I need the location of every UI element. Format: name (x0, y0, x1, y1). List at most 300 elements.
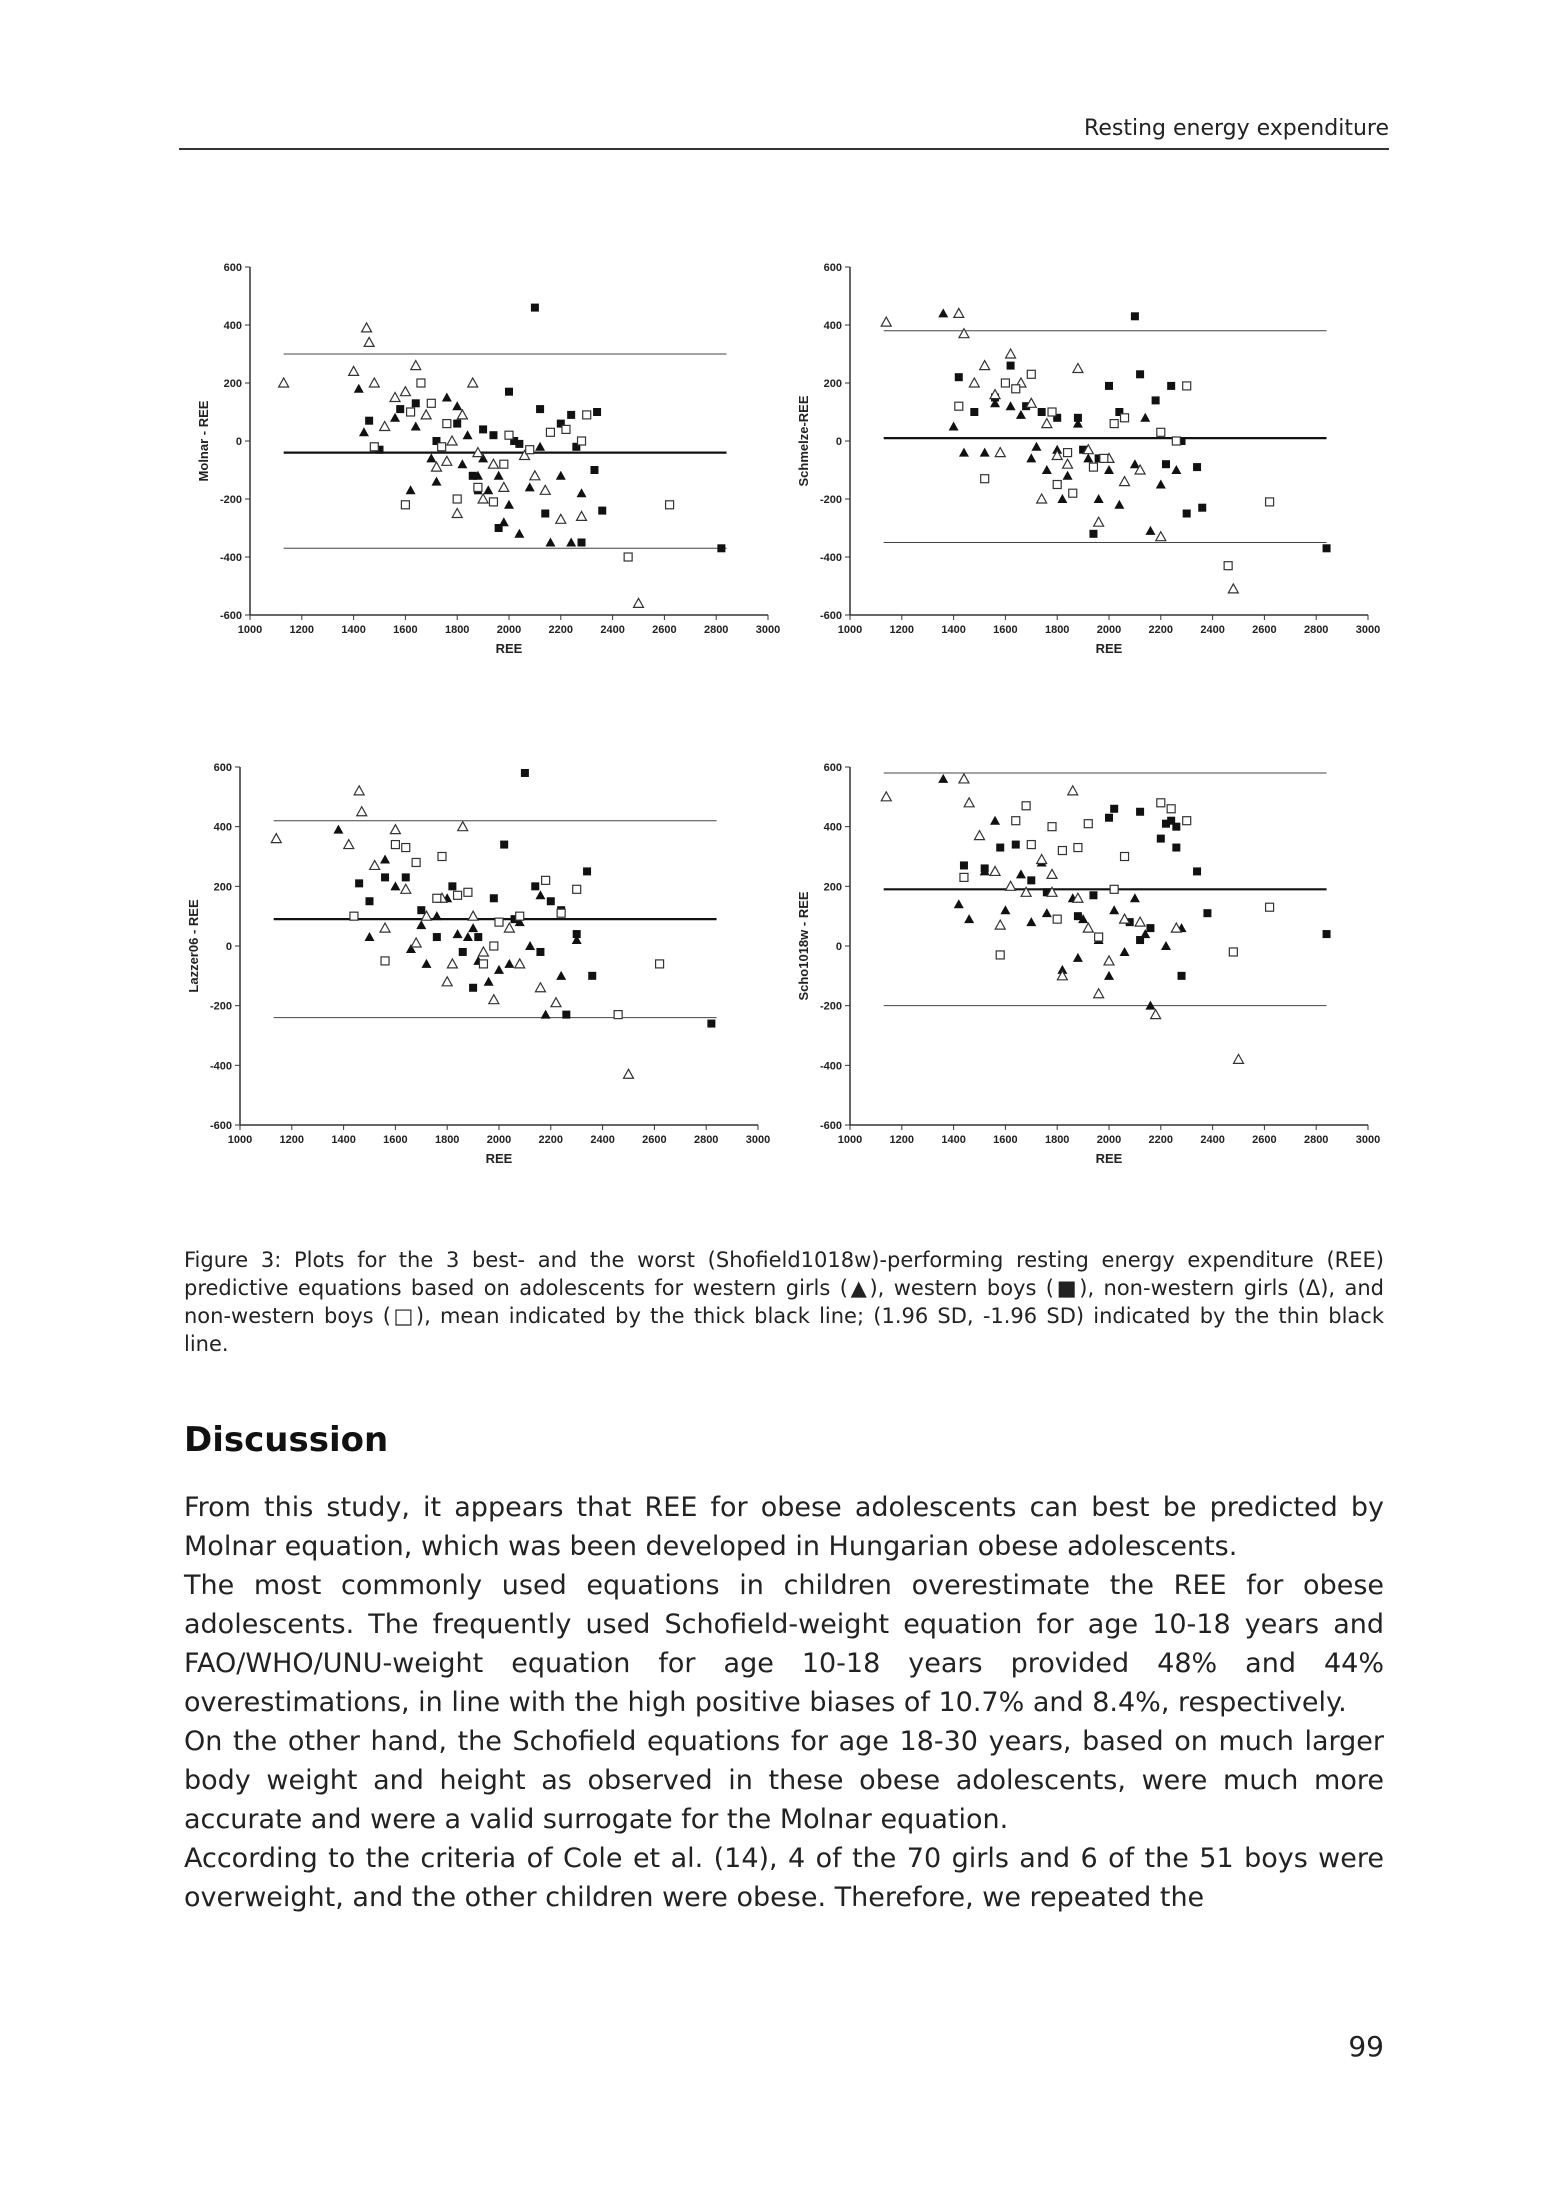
western-boys-point (1162, 460, 1170, 468)
x-tick-label: 2000 (496, 624, 522, 636)
western-boys-point (598, 507, 606, 515)
non-western-girls-point (959, 774, 969, 783)
western-boys-point (1157, 835, 1165, 843)
non-western-girls-point (1156, 532, 1166, 541)
western-girls-point (938, 308, 948, 317)
western-girls-point (1104, 465, 1114, 474)
western-boys-point (1089, 891, 1097, 899)
non-western-boys-point (401, 501, 409, 509)
non-western-girls-point (881, 317, 891, 326)
western-boys-point (1105, 382, 1113, 390)
western-boys-point (479, 425, 487, 433)
western-boys-point (490, 894, 498, 902)
western-boys-point (402, 873, 410, 881)
non-western-boys-point (438, 853, 446, 861)
non-western-boys-point (546, 428, 554, 436)
non-western-boys-point (1157, 428, 1165, 436)
western-girls-point (442, 393, 452, 402)
non-western-girls-point (442, 977, 452, 986)
non-western-girls-point (1047, 869, 1057, 878)
y-tick-label: 200 (823, 881, 842, 894)
non-western-girls-point (504, 923, 514, 932)
x-tick-label: 2800 (703, 624, 729, 636)
non-western-girls-point (344, 840, 354, 849)
non-western-boys-point (391, 841, 399, 849)
western-girls-point (333, 825, 343, 834)
western-boys-point (459, 948, 467, 956)
non-western-girls-point (370, 860, 380, 869)
y-tick-label: 200 (823, 378, 842, 390)
plot-lazzer06-svg (180, 755, 780, 1185)
x-tick-label: 1600 (993, 624, 1018, 636)
western-girls-point (541, 1010, 551, 1019)
plot-lazzer06 (180, 755, 780, 1185)
western-girls-point (949, 422, 959, 431)
western-boys-point (396, 405, 404, 413)
x-tick-label: 2200 (1148, 624, 1174, 636)
x-tick-label: 2800 (693, 1134, 719, 1146)
western-boys-point (1193, 463, 1201, 471)
western-girls-point (468, 923, 478, 932)
non-western-boys-point (1048, 823, 1056, 831)
y-tick-label: -400 (219, 552, 242, 564)
western-girls-point (1104, 971, 1114, 980)
western-boys-point (707, 1020, 715, 1028)
x-tick-label: 2000 (1096, 624, 1122, 636)
non-western-boys-point (1048, 408, 1056, 416)
western-boys-point (1136, 370, 1144, 378)
western-boys-point (1172, 844, 1180, 852)
western-girls-point (416, 920, 426, 929)
western-girls-point (1026, 917, 1036, 926)
non-western-boys-point (1121, 853, 1129, 861)
western-boys-point (1038, 408, 1046, 416)
non-western-girls-point (1234, 1054, 1244, 1063)
western-girls-point (432, 911, 442, 920)
non-western-girls-point (1006, 881, 1016, 890)
western-boys-point (590, 466, 598, 474)
western-boys-point (474, 933, 482, 941)
non-western-boys-point (443, 420, 451, 428)
western-boys-point (469, 472, 477, 480)
paragraph: The most commonly used equations in children overestimate the REE for obese adolescents. The frequently used Schofield-weight equation for age 10-18 years and FAO/WHO/UNU-weight equation for age 10-18 years provided 48% and 44% overestimations, in line with the high positive biases of 10.7% and 8.4%, respectively. (184, 1570, 1384, 1718)
y-tick-label: 0 (835, 941, 842, 953)
western-boys-point (531, 882, 539, 890)
non-western-girls-point (458, 822, 468, 831)
western-boys-point (1007, 362, 1015, 370)
western-boys-point (381, 873, 389, 881)
y-tick-label: 0 (235, 436, 242, 448)
western-girls-point (1145, 526, 1155, 535)
plot-scho1018w (790, 755, 1390, 1185)
y-tick-label: -200 (209, 1000, 232, 1013)
y-tick-label: 600 (823, 262, 842, 274)
non-western-girls-point (1042, 419, 1052, 428)
western-girls-point (566, 538, 576, 547)
western-girls-point (1130, 893, 1140, 902)
western-boys-point (1136, 808, 1144, 816)
non-western-boys-point (583, 411, 591, 419)
non-western-boys-point (578, 437, 586, 445)
western-boys-point (960, 861, 968, 869)
non-western-girls-point (535, 983, 545, 992)
non-western-boys-point (489, 498, 497, 506)
paragraph: According to the criteria of Cole et al. (14), 4 of the 70 girls and 6 of the 51 boys were overweight, and the other children were obese. Therefore, we repeated the (184, 1843, 1384, 1913)
western-boys-point (412, 399, 420, 407)
non-western-boys-point (1027, 370, 1035, 378)
non-western-boys-point (464, 888, 472, 896)
non-western-girls-point (279, 378, 289, 387)
plot-schmelze-svg (790, 255, 1390, 675)
x-tick-label: 2600 (1252, 624, 1277, 636)
x-tick-label: 1600 (393, 624, 418, 636)
non-western-girls-point (271, 834, 281, 843)
non-western-girls-point (1228, 584, 1238, 593)
non-western-boys-point (1157, 799, 1165, 807)
non-western-boys-point (500, 460, 508, 468)
western-boys-point (495, 524, 503, 532)
non-western-boys-point (1089, 463, 1097, 471)
western-boys-point (1089, 530, 1097, 538)
figure-caption (184, 1246, 1384, 1358)
non-western-girls-point (411, 938, 421, 947)
western-girls-point (494, 471, 504, 480)
non-western-boys-point (960, 873, 968, 881)
non-western-boys-point (1069, 489, 1077, 497)
x-tick-label: 1400 (341, 624, 366, 636)
x-tick-label: 2400 (600, 624, 625, 636)
non-western-girls-point (1073, 364, 1083, 373)
western-boys-point (453, 420, 461, 428)
non-western-boys-point (474, 483, 482, 491)
non-western-boys-point (526, 446, 534, 454)
non-western-boys-point (624, 553, 632, 561)
non-western-boys-point (1053, 915, 1061, 923)
non-western-girls-point (954, 308, 964, 317)
western-boys-point (562, 1011, 570, 1019)
western-boys-point (573, 930, 581, 938)
western-girls-point (1063, 471, 1073, 480)
western-girls-point (1042, 465, 1052, 474)
non-western-girls-point (959, 329, 969, 338)
western-girls-point (1016, 869, 1026, 878)
non-western-girls-point (478, 494, 488, 503)
x-axis-title: REE (1095, 1151, 1123, 1166)
western-girls-point (504, 500, 514, 509)
y-tick-label: -600 (209, 1120, 232, 1132)
non-western-girls-point (1104, 956, 1114, 965)
x-tick-label: 2000 (1096, 1134, 1122, 1146)
x-tick-label: 1200 (279, 1134, 305, 1146)
non-western-girls-point (380, 422, 390, 431)
non-western-girls-point (881, 792, 891, 801)
y-axis-title: Scho1018w - REE (796, 891, 811, 1001)
western-boys-point (1167, 382, 1175, 390)
non-western-girls-point (447, 959, 457, 968)
non-western-boys-point (557, 909, 565, 917)
western-girls-point (1109, 905, 1119, 914)
x-tick-label: 3000 (745, 1134, 771, 1146)
non-western-boys-point (1183, 382, 1191, 390)
x-axis-title: REE (485, 1151, 513, 1166)
non-western-boys-point (1084, 820, 1092, 828)
western-girls-point (556, 971, 566, 980)
x-tick-label: 1400 (941, 1134, 966, 1146)
non-western-girls-point (499, 482, 509, 491)
western-girls-point (1120, 947, 1130, 956)
non-western-boys-point (1012, 817, 1020, 825)
western-girls-point (938, 774, 948, 783)
western-boys-point (970, 408, 978, 416)
western-boys-point (1012, 841, 1020, 849)
western-girls-point (1073, 953, 1083, 962)
western-boys-point (469, 984, 477, 992)
western-boys-point (593, 408, 601, 416)
western-girls-point (483, 485, 493, 494)
y-tick-label: 600 (213, 762, 232, 774)
plot-molnar-svg (190, 255, 790, 675)
western-boys-point (489, 431, 497, 439)
non-western-girls-point (1068, 786, 1078, 795)
non-western-girls-point (634, 598, 644, 607)
paragraph: From this study, it appears that REE for obese adolescents can best be predicted by Molnar equation, which was been developed in Hungarian obese adolescents. (184, 1492, 1384, 1562)
non-western-boys-point (1001, 379, 1009, 387)
western-girls-point (484, 977, 494, 986)
non-western-boys-point (1022, 802, 1030, 810)
non-western-girls-point (1063, 459, 1073, 468)
x-tick-label: 2400 (1200, 624, 1225, 636)
western-boys-point (541, 510, 549, 518)
non-western-girls-point (390, 393, 400, 402)
x-tick-label: 3000 (755, 624, 781, 636)
x-tick-label: 2600 (652, 624, 677, 636)
non-western-girls-point (478, 947, 488, 956)
western-girls-point (504, 959, 514, 968)
x-tick-label: 2200 (1148, 1134, 1174, 1146)
non-western-girls-point (488, 459, 498, 468)
non-western-girls-point (364, 337, 374, 346)
western-girls-point (545, 538, 555, 547)
non-western-girls-point (1151, 1010, 1161, 1019)
non-western-girls-point (515, 959, 525, 968)
non-western-girls-point (624, 1069, 634, 1078)
non-western-boys-point (490, 942, 498, 950)
non-western-girls-point (489, 995, 499, 1004)
western-boys-point (1172, 823, 1180, 831)
x-tick-label: 1000 (837, 1134, 863, 1146)
non-western-girls-point (401, 884, 411, 893)
x-tick-label: 2800 (1303, 624, 1329, 636)
western-girls-point (1026, 453, 1036, 462)
x-axis-title: REE (495, 641, 523, 656)
western-girls-point (1161, 941, 1171, 950)
running-title: Resting energy expenditure (1084, 116, 1389, 141)
non-western-boys-point (955, 402, 963, 410)
western-girls-point (431, 477, 441, 486)
western-boys-point (1105, 814, 1113, 822)
x-tick-label: 1000 (237, 624, 263, 636)
non-western-boys-point (417, 379, 425, 387)
y-tick-label: 0 (225, 941, 232, 953)
x-tick-label: 1600 (993, 1134, 1018, 1146)
non-western-boys-point (381, 957, 389, 965)
western-boys-point (1203, 909, 1211, 917)
non-western-boys-point (1064, 449, 1072, 457)
non-western-boys-point (562, 425, 570, 433)
non-western-boys-point (1167, 805, 1175, 813)
x-tick-label: 2600 (1252, 1134, 1277, 1146)
western-girls-point (1171, 465, 1181, 474)
non-western-girls-point (1135, 917, 1145, 926)
non-western-boys-point (1100, 454, 1108, 462)
western-boys-point (547, 897, 555, 905)
non-western-boys-point (656, 960, 664, 968)
y-tick-label: 400 (823, 821, 842, 834)
western-boys-point (567, 411, 575, 419)
x-tick-label: 1000 (227, 1134, 253, 1146)
non-western-boys-point (433, 894, 441, 902)
figure-caption-text: Figure 3: Plots for the 3 best- and the worst (Shofield1018w)-performing resting energy expenditure (REE) predictive equations based on adolescents for western girls (▲), western boys (■), non-western girls (Δ), and non-western boys (□), mean indicated by the thick black line; (1.96 SD, -1.96 SD) indicated by the thin black line. (184, 1248, 1384, 1356)
western-girls-point (535, 890, 545, 899)
non-western-boys-point (350, 912, 358, 920)
western-boys-point (588, 972, 596, 980)
non-western-boys-point (454, 891, 462, 899)
western-girls-point (1000, 905, 1010, 914)
non-western-girls-point (995, 920, 1005, 929)
non-western-boys-point (412, 858, 420, 866)
non-western-boys-point (1027, 841, 1035, 849)
non-western-girls-point (354, 786, 364, 795)
western-boys-point (500, 841, 508, 849)
western-boys-point (1198, 504, 1206, 512)
non-western-boys-point (996, 951, 1004, 959)
x-tick-label: 1800 (1044, 624, 1070, 636)
non-western-girls-point (421, 410, 431, 419)
western-boys-point (1074, 414, 1082, 422)
x-tick-label: 1200 (289, 624, 315, 636)
western-boys-point (1110, 805, 1118, 813)
non-western-girls-point (442, 456, 452, 465)
western-boys-point (417, 906, 425, 914)
non-western-boys-point (1266, 498, 1274, 506)
x-tick-label: 1600 (383, 1134, 408, 1146)
non-western-boys-point (505, 431, 513, 439)
western-boys-point (365, 417, 373, 425)
x-axis-title: REE (1095, 641, 1123, 656)
western-boys-point (1027, 876, 1035, 884)
non-western-girls-point (964, 798, 974, 807)
western-girls-point (463, 932, 473, 941)
x-tick-label: 2400 (590, 1134, 615, 1146)
x-tick-label: 1200 (889, 624, 915, 636)
non-western-girls-point (380, 923, 390, 932)
western-girls-point (390, 413, 400, 422)
western-girls-point (463, 430, 473, 439)
non-western-boys-point (1224, 562, 1232, 570)
y-tick-label: -400 (819, 552, 842, 564)
y-tick-label: 600 (823, 762, 842, 774)
x-tick-label: 2000 (486, 1134, 512, 1146)
y-tick-label: 0 (835, 436, 842, 448)
western-boys-point (366, 897, 374, 905)
western-boys-point (505, 388, 513, 396)
y-tick-label: -600 (819, 610, 842, 622)
non-western-girls-point (969, 378, 979, 387)
western-boys-point (996, 844, 1004, 852)
y-tick-label: -400 (209, 1060, 232, 1073)
page-number: 99 (1348, 2030, 1384, 2063)
x-tick-label: 3000 (1355, 624, 1381, 636)
non-western-boys-point (1172, 437, 1180, 445)
non-western-boys-point (438, 443, 446, 451)
non-western-girls-point (357, 807, 367, 816)
western-boys-point (1323, 544, 1331, 552)
western-girls-point (525, 941, 535, 950)
running-header (179, 110, 1389, 150)
non-western-boys-point (1058, 847, 1066, 855)
plot-scho1018w-svg (790, 755, 1390, 1185)
western-boys-point (1183, 510, 1191, 518)
western-girls-point (411, 422, 421, 431)
western-girls-point (990, 816, 1000, 825)
western-boys-point (448, 882, 456, 890)
paragraph: On the other hand, the Schofield equations for age 18-30 years, based on much larger body weight and height as observed in these obese adolescents, were much more accurate and were a valid surrogate for the Molnar equation. (184, 1726, 1384, 1835)
x-tick-label: 1400 (331, 1134, 356, 1146)
non-western-girls-point (390, 825, 400, 834)
western-girls-point (577, 488, 587, 497)
non-western-boys-point (1053, 481, 1061, 489)
western-girls-point (954, 899, 964, 908)
non-western-boys-point (666, 501, 674, 509)
y-tick-label: 400 (823, 320, 842, 332)
x-tick-label: 3000 (1355, 1134, 1381, 1146)
western-boys-point (433, 933, 441, 941)
non-western-girls-point (1094, 989, 1104, 998)
non-western-girls-point (411, 361, 421, 370)
western-girls-point (525, 482, 535, 491)
y-tick-label: -600 (219, 610, 242, 622)
western-girls-point (1114, 500, 1124, 509)
western-boys-point (1136, 936, 1144, 944)
non-western-boys-point (1183, 817, 1191, 825)
western-boys-point (531, 304, 539, 312)
non-western-girls-point (457, 410, 467, 419)
western-girls-point (959, 448, 969, 457)
non-western-girls-point (369, 378, 379, 387)
non-western-girls-point (468, 911, 478, 920)
western-boys-point (536, 405, 544, 413)
non-western-girls-point (577, 511, 587, 520)
non-western-girls-point (556, 514, 566, 523)
western-boys-point (717, 544, 725, 552)
western-girls-point (494, 965, 504, 974)
non-western-boys-point (427, 399, 435, 407)
western-boys-point (355, 879, 363, 887)
western-girls-point (426, 453, 436, 462)
x-tick-label: 1800 (434, 1134, 460, 1146)
western-girls-point (421, 959, 431, 968)
western-girls-point (457, 459, 467, 468)
non-western-girls-point (540, 485, 550, 494)
western-girls-point (556, 471, 566, 480)
x-tick-label: 1000 (837, 624, 863, 636)
non-western-girls-point (1037, 854, 1047, 863)
x-tick-label: 1800 (444, 624, 470, 636)
x-tick-label: 1800 (1044, 1134, 1070, 1146)
x-tick-label: 2200 (548, 624, 574, 636)
western-girls-point (359, 427, 369, 436)
non-western-boys-point (1110, 885, 1118, 893)
